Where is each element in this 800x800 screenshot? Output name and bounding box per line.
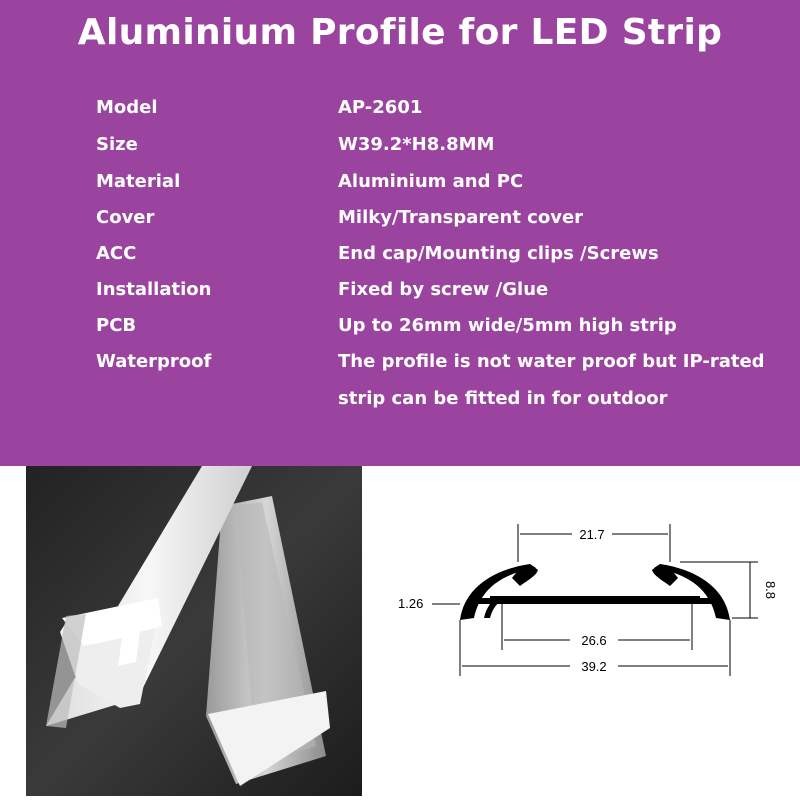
spec-value: AP-2601	[338, 97, 423, 118]
spec-row-size	[0, 134, 800, 170]
profile-foot	[694, 598, 714, 604]
spec-label: Size	[96, 134, 138, 155]
dimension-label-inner-width: 26.6	[581, 633, 607, 648]
spec-row-acc	[0, 243, 800, 279]
spec-value: W39.2*H8.8MM	[338, 134, 495, 155]
page-title: Aluminium Profile for LED Strip	[77, 12, 723, 53]
dimension-label-thickness: 1.26	[398, 596, 424, 611]
spec-row-model	[0, 97, 800, 133]
spec-label: Cover	[96, 207, 155, 228]
spec-row-cover	[0, 207, 800, 243]
product-photo	[26, 466, 362, 796]
spec-value: Aluminium and PC	[338, 171, 524, 192]
profile-base	[490, 596, 700, 604]
spec-value: Fixed by screw /Glue	[338, 279, 549, 300]
spec-value: Milky/Transparent cover	[338, 207, 584, 228]
spec-label: Model	[96, 97, 158, 118]
spec-label: ACC	[96, 243, 137, 264]
spec-row-material	[0, 171, 800, 207]
spec-value: Up to 26mm wide/5mm high strip	[338, 315, 677, 336]
profile-drawing	[380, 500, 780, 700]
spec-label: Waterproof	[96, 351, 212, 372]
spec-label: PCB	[96, 315, 137, 336]
spec-row-waterproof	[0, 351, 800, 387]
dimension-label-height: 8.8	[763, 580, 778, 600]
spec-value: The profile is not water proof but IP-rated	[338, 351, 765, 372]
dimension-label-total-width: 39.2	[581, 659, 607, 674]
spec-value-continuation: strip can be fitted in for outdoor	[338, 388, 668, 409]
spec-row-installation	[0, 279, 800, 315]
spec-label: Installation	[96, 279, 212, 300]
spec-value: End cap/Mounting clips /Screws	[338, 243, 659, 264]
spec-label: Material	[96, 171, 181, 192]
dimension-label-top-width: 21.7	[579, 527, 605, 542]
spec-row-pcb	[0, 315, 800, 351]
